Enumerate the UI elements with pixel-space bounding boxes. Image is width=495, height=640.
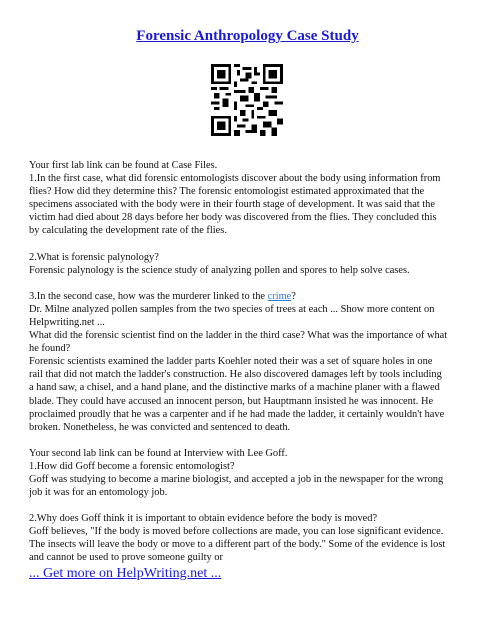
page-title[interactable]: Forensic Anthropology Case Study: [136, 28, 359, 44]
paragraph-case-files: Your first lab link can be found at Case Files. 1.In the first case, what did forensic entomologists discover about the body using information from flies? How did they determine this? The forensic entomologist estimated approximated that the specimens associated with the body were in their fourth stage of development. It was said that the victim had died about 28 days before her body was discovered from the flies. They concluded this by calculating the development rate of the flies.: [29, 160, 441, 237]
get-more-link[interactable]: ... Get more on HelpWriting.net ...: [29, 566, 222, 581]
crime-link[interactable]: crime: [267, 290, 292, 302]
paragraph-interview: Your second lab link can be found at Interview with Lee Goff. 1.How did Goff become a forensic entomologist? Goff was studying to become a marine biologist, and accepted a job in the newspaper for the wrong job it was for an entomology job.: [29, 447, 444, 499]
paragraph-palynology: 2.What is forensic palynology? Forensic palynology is the science study of analyzing pollen and spores to help solve cases.: [29, 251, 410, 276]
document-body: [29, 159, 469, 578]
qr-code-icon: [211, 64, 283, 136]
paragraph-evidence: 2.Why does Goff think it is important to obtain evidence before the body is moved? Goff believes, "If the body is moved before collections are made, you can lose significant evidence. The insects will leave the body or move to a different part of the body." Some of the evidence is lost and cannot be used to prove someone guilty or: [29, 513, 446, 564]
question-3-line: 3.In the second case, how was the murderer linked to the crime?: [29, 290, 296, 302]
paragraph-second-case: 3.In the second case, how was the murderer linked to the crime? Dr. Milne analyzed pollen samples from the two species of trees at each ... Show more content on Helpwriting.net ... What did the forensic scientist find on the ladder in the third case? What was the importance of what he found? Forensic scientists examined the ladder parts Koehler noted their was a set of square holes in one rail that did not match the ladder's construction. He also discovered damages left by tools including a hand saw, a chisel, and a hand plane, and the distinctive marks of a machine planer with a flawed blade. They could have accused an innocent person, but Hauptmann insisted he was innocent. He proclaimed proudly that he was a carpenter and if he had made the ladder, it certainly wouldn't have broken. Nonetheless, he was convicted and sentenced to death.: [29, 290, 469, 434]
